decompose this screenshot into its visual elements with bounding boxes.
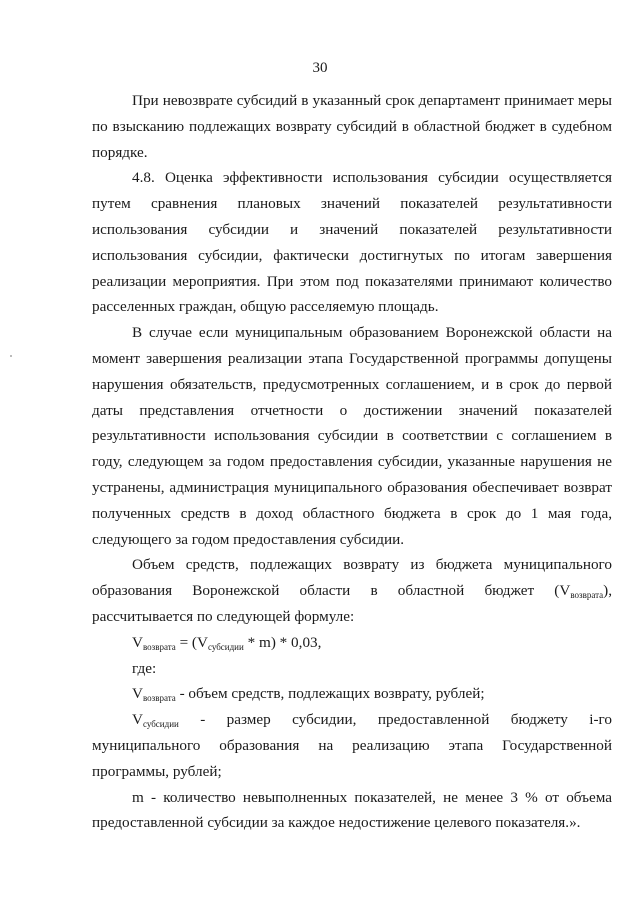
paragraph-efficiency-evaluation: 4.8. Оценка эффективности использования субсидии осуществляется путем сравнения плановых значений показателей результативности использования субсидии и значений показателей результативности использования субсидии, фактически достигнутых по итогам завершения реализации мероприятия. При этом под показателями принимают количество расселенных граждан, общую расселяемую площадь.: [92, 169, 612, 316]
paragraph-violation-refund: В случае если муниципальным образованием Воронежской области на момент завершения реализации этапа Государственной программы допущены нарушения обязательств, предусмотренных соглашением, и в срок до первой даты представления отчетности о достижении значений показателей результативности использования субсидии в соответствии с соглашением в году, следующем за годом предоставления субсидии, указанные нарушения не устранены, администрация муниципального образования обеспечивает возврат полученных средств в доход областного бюджета в срок до 1 мая года, следующего за годом предоставления субсидии.: [92, 324, 612, 548]
definition-unmet-indicators: m - количество невыполненных показателей, не менее 3 % от объема предоставленной субсидии за каждое недостижение целевого показателя.».: [92, 788, 612, 832]
refund-volume-end: ), рассчитывается по следующей формуле:: [92, 582, 612, 625]
scan-mark: [10, 355, 12, 357]
page-number: 30: [312, 60, 328, 76]
refund-volume-text: Объем средств, подлежащих возврату из бюджета муниципального образования Воронежской области в областной бюджет (V: [92, 556, 612, 600]
def2-text: - размер субсидии, предоставленной бюджету i-го муниципального образования на реализацию этапа Государственной программы, рублей;: [92, 711, 612, 780]
refund-volume-subscript: возврата: [570, 590, 604, 601]
formula: [92, 630, 612, 656]
definition-refund-volume: [92, 681, 612, 707]
def1-subscript: возврата: [142, 693, 176, 704]
def1-v: V: [132, 685, 143, 703]
formula-eq: = (V: [175, 633, 208, 651]
def2-subscript: субсидии: [142, 719, 179, 730]
def1-text: - объем средств, подлежащих возврату, рублей;: [175, 685, 485, 703]
paragraph-refund-volume: [92, 552, 612, 629]
formula-subsidy-subscript: субсидии: [207, 641, 244, 652]
document-body: [92, 88, 612, 836]
formula-v-subscript: возврата: [142, 641, 176, 652]
formula-v: V: [132, 633, 143, 651]
paragraph-refund-enforcement: При невозврате субсидий в указанный срок департамент принимает меры по взысканию подлежащих возврату субсидий в областной бюджет в судебном порядке.: [92, 92, 612, 161]
def2-v: V: [132, 711, 143, 729]
definition-subsidy-size: [92, 707, 612, 784]
where-label: где:: [132, 659, 157, 677]
formula-rest: * m) * 0,03,: [243, 633, 322, 651]
